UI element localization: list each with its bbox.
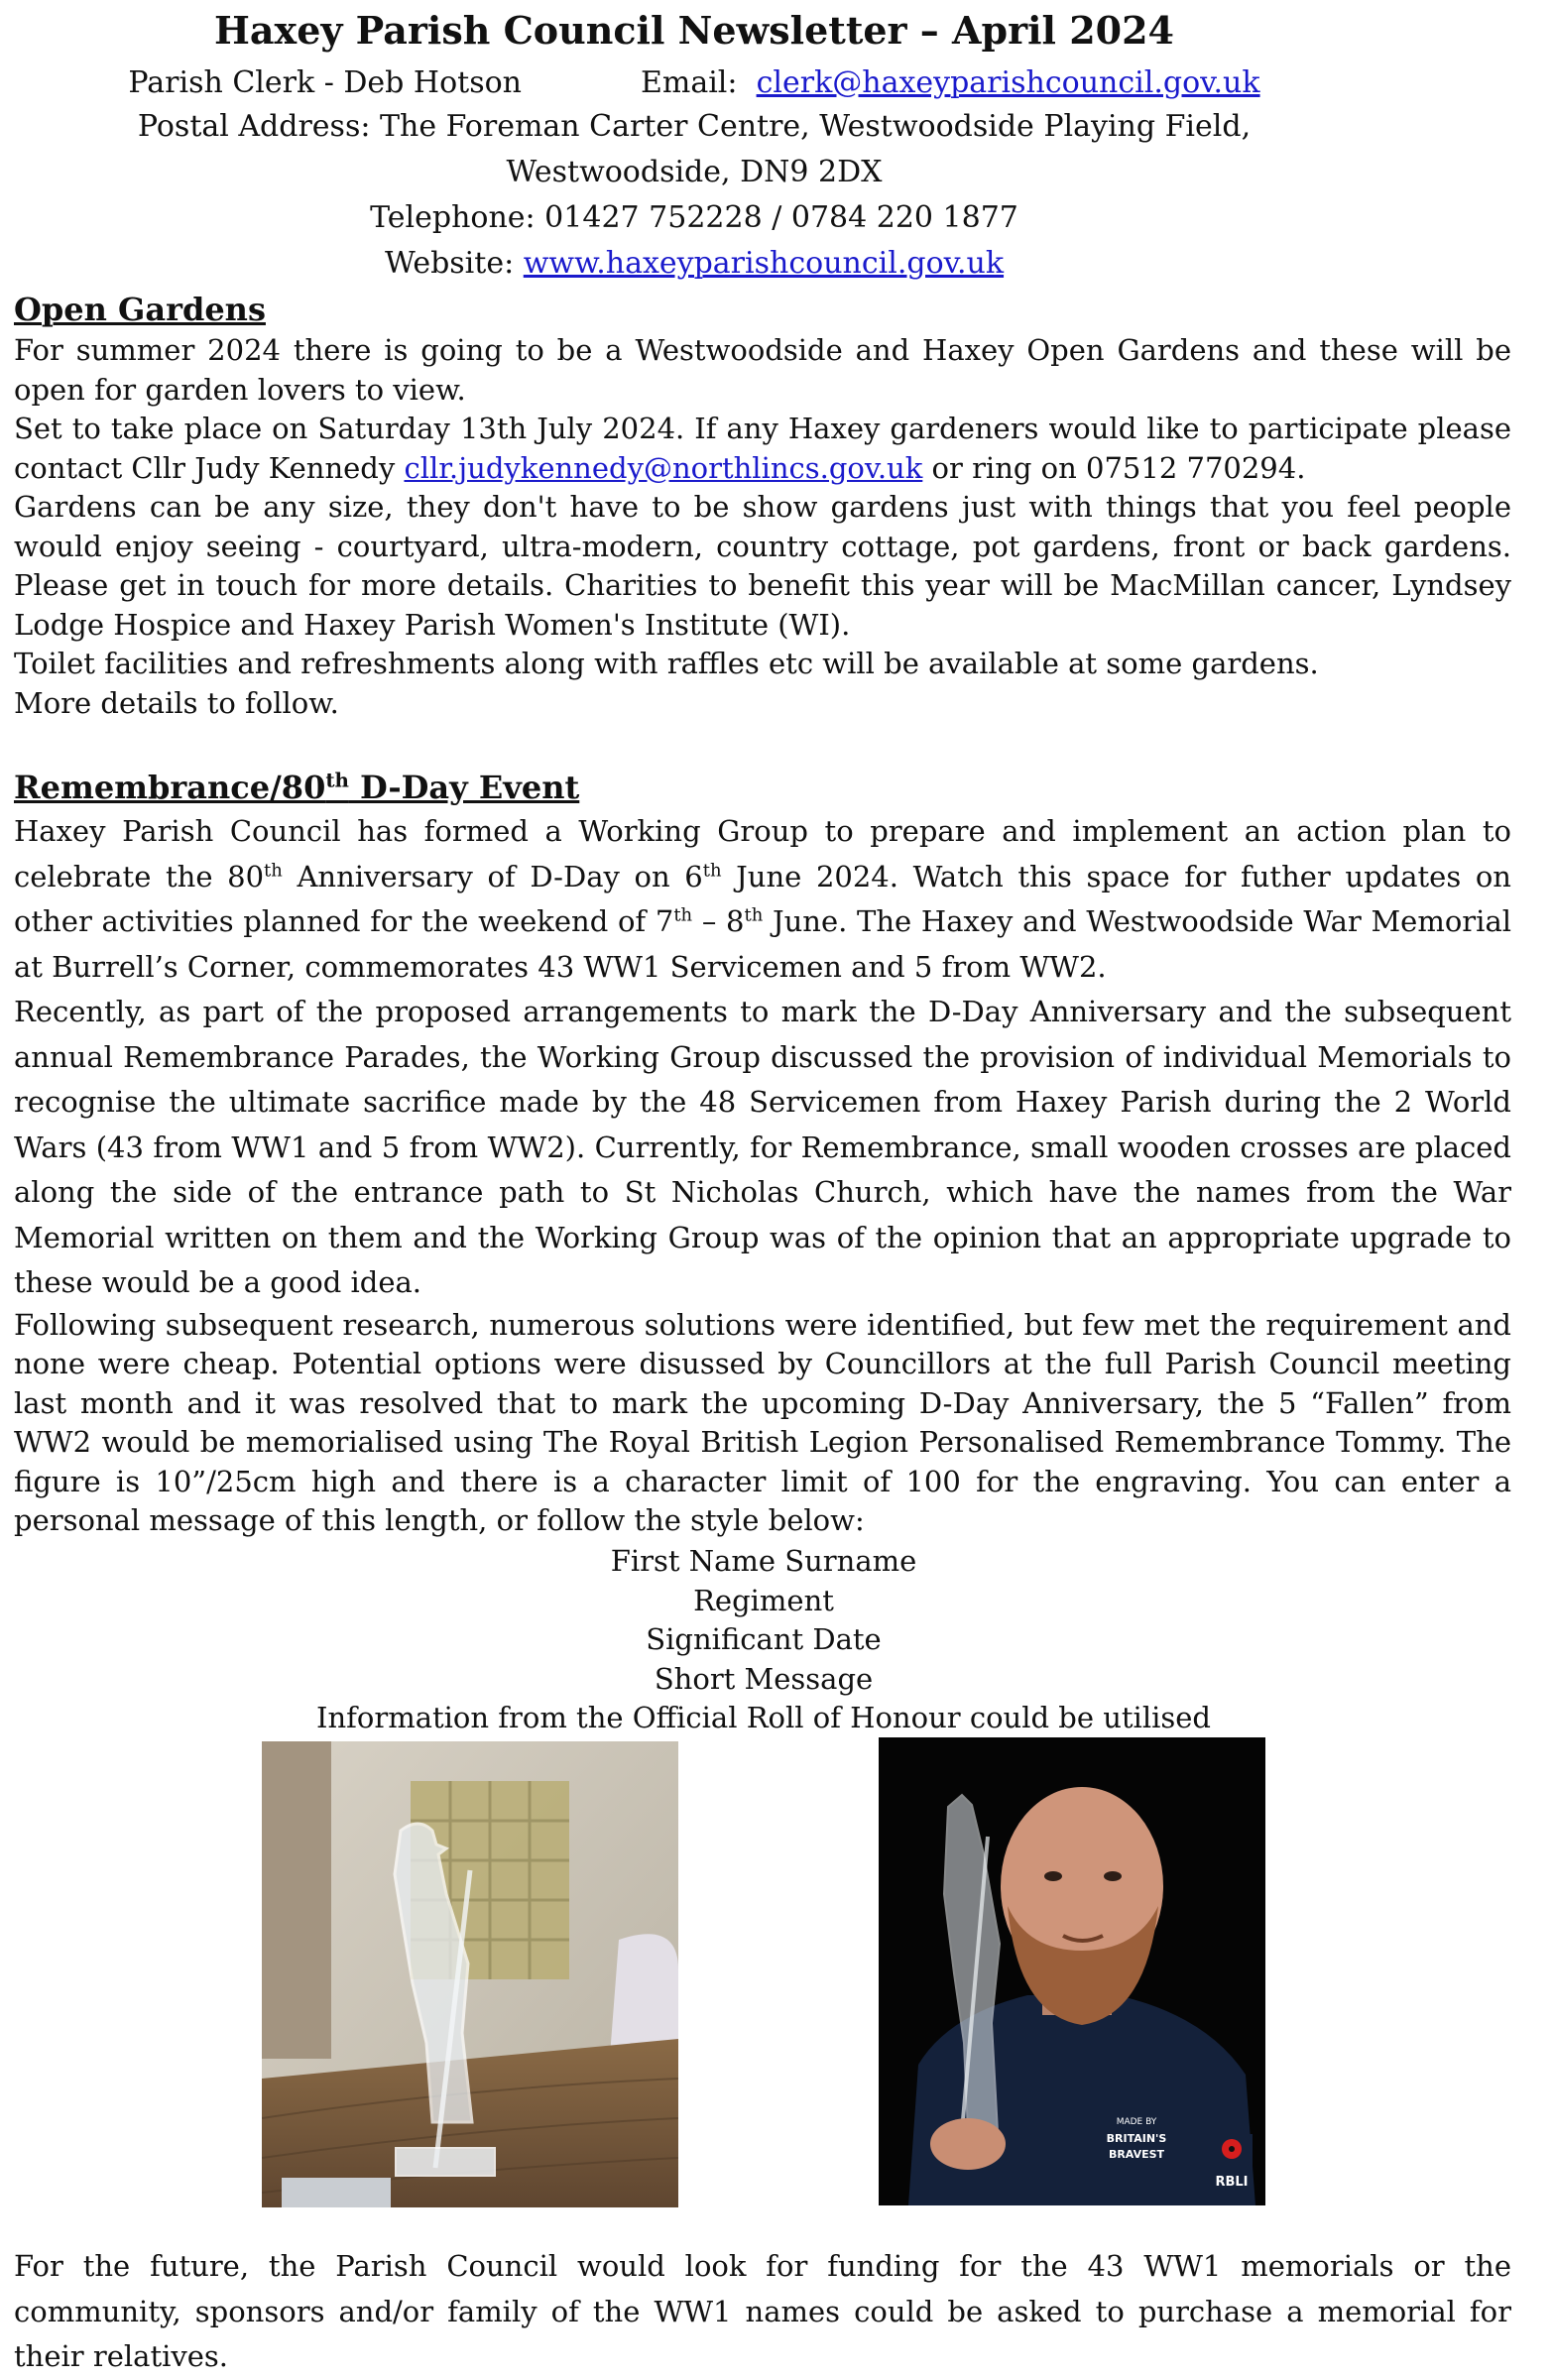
p1-part-d: – 8 bbox=[692, 904, 745, 938]
open-gardens-paragraph-1: For summer 2024 there is going to be a Westwoodside and Haxey Open Gardens and these will be open for garden lovers to view. bbox=[14, 333, 1511, 407]
open-gardens-heading: Open Gardens bbox=[14, 291, 266, 328]
newsletter-title: Haxey Parish Council Newsletter – April 2024 bbox=[214, 8, 1174, 53]
telephone-line: Telephone: 01427 752228 / 0784 220 1877 bbox=[370, 200, 1018, 235]
man-holding-tommy-photo bbox=[879, 1737, 1265, 2205]
style-line-regiment: Regiment bbox=[693, 1583, 834, 1617]
rbli-logo-text: RBLI bbox=[1215, 2175, 1249, 2190]
p1-part-e: June. The Haxey and Westwoodside War Memorial at Burrell’s Corner, commemorates 43 WW1 Servicemen and 5 from WW2. bbox=[14, 904, 1512, 984]
style-line-date: Significant Date bbox=[646, 1622, 882, 1656]
website-label: Website: bbox=[384, 246, 515, 281]
open-gardens-section bbox=[14, 288, 1511, 723]
address-line-2: Westwoodside, DN9 2DX bbox=[506, 155, 883, 189]
remembrance-paragraph-3: Following subsequent research, numerous solutions were identified, but few met the requirement and none were cheap. Potential options were disussed by Councillors at the full Parish Council meeting last month and it was resolved that to mark the upcoming D-Day Anniversary, the 5 “Fallen” from WW2 would be memorialised using The Royal British Legion Personalised Remembrance Tommy. The figure is 10”/25cm high and there is a character limit of 100 for the engraving. You can enter a personal message of this length, or follow the style below: bbox=[14, 1307, 1511, 1537]
future-funding-section bbox=[14, 2244, 1511, 2380]
remembrance-heading-suffix: D-Day Event bbox=[348, 769, 580, 806]
website-link[interactable]: www.haxeyparishcouncil.gov.uk bbox=[523, 246, 1005, 281]
remembrance-paragraph-2: Recently, as part of the proposed arrangements to mark the D-Day Anniversary and the subsequent annual Remembrance Parades, the Working Group discussed the provision of individual Memorials to recognise the ultimate sacrifice made by the 48 Servicemen from Haxey Parish during the 2 World Wars (43 from WW1 and 5 from WW2). Currently, for Remembrance, small wooden crosses are placed along the side of the entrance path to St Nicholas Church, which have the names from the War Memorial written on them and the Working Group was of the opinion that an appropriate upgrade to these would be a good idea. bbox=[14, 995, 1511, 1299]
p1-sup-1: th bbox=[264, 859, 283, 881]
remembrance-heading bbox=[14, 766, 1511, 809]
style-line-roll-of-honour: Information from the Official Roll of Honour could be utilised bbox=[316, 1701, 1211, 1734]
remembrance-paragraph-4: For the future, the Parish Council would look for funding for the 43 WW1 memorials or the community, sponsors and/or family of the WW1 names could be asked to purchase a memorial for their relatives. bbox=[14, 2249, 1511, 2373]
man-holding-tommy-image bbox=[879, 1737, 1265, 2205]
p1-part-b: Anniversary of D-Day on 6 bbox=[282, 859, 703, 893]
p1-part-a: Haxey Parish Council has formed a Working Group to prepare and implement an action plan to celebrate the 80 bbox=[14, 814, 1511, 893]
email-label: Email: bbox=[640, 65, 738, 100]
remembrance-paragraph-1 bbox=[14, 809, 1511, 990]
open-gardens-paragraph-5: More details to follow. bbox=[14, 685, 339, 720]
clerk-name: Parish Clerk - Deb Hotson bbox=[128, 65, 522, 100]
p1-part-c: June 2024. Watch this space for futher updates on other activities planned for the weekend of 7 bbox=[14, 859, 1511, 938]
style-line-message: Short Message bbox=[654, 1661, 874, 1696]
clerk-email-link[interactable]: clerk@haxeyparishcouncil.gov.uk bbox=[756, 65, 1260, 100]
tommy-figure-photo bbox=[262, 1741, 678, 2207]
open-gardens-paragraph-2 bbox=[14, 410, 1511, 488]
badge-text-line: MADE BY bbox=[1116, 2117, 1157, 2127]
p1-sup-3: th bbox=[673, 904, 693, 926]
website-line bbox=[0, 242, 1388, 286]
judy-kennedy-email-link[interactable]: cllr.judykennedy@northlincs.gov.uk bbox=[404, 450, 923, 485]
badge-text-bravest: BRITAIN'S bbox=[1106, 2132, 1167, 2145]
open-gardens-contact-text: Set to take place on Saturday 13th July 2024. If any Haxey gardeners would like to participate please contact Cllr Judy Kennedy bbox=[14, 412, 1511, 485]
clerk-email-line bbox=[0, 61, 1388, 105]
tommy-figure-image bbox=[262, 1741, 678, 2207]
p1-sup-4: th bbox=[744, 904, 764, 926]
remembrance-section bbox=[14, 766, 1511, 1541]
badge-text-bravest-2: BRAVEST bbox=[1108, 2148, 1165, 2161]
open-gardens-paragraph-3: Gardens can be any size, they don't have to be show gardens just with things that you feel people would enjoy seeing - courtyard, ultra-modern, country cottage, pot gardens, front or back gardens. Please get in touch for more details. Charities to benefit this year will be MacMillan cancer, Lyndsey Lodge Hospice and Haxey Parish Women's Institute (WI). bbox=[14, 490, 1511, 642]
heading-superscript: th bbox=[325, 768, 349, 792]
style-line-name: First Name Surname bbox=[610, 1544, 917, 1578]
open-gardens-phone-text: or ring on 07512 770294. bbox=[922, 450, 1306, 485]
address-line-1: Postal Address: The Foreman Carter Centre, Westwoodside Playing Field, bbox=[137, 109, 1252, 144]
p1-sup-2: th bbox=[702, 859, 722, 881]
remembrance-heading-text: Remembrance/80 bbox=[14, 769, 326, 806]
open-gardens-paragraph-4: Toilet facilities and refreshments along with raffles etc will be available at some gardens. bbox=[14, 647, 1319, 680]
engraving-style-lines bbox=[0, 1542, 1527, 1738]
